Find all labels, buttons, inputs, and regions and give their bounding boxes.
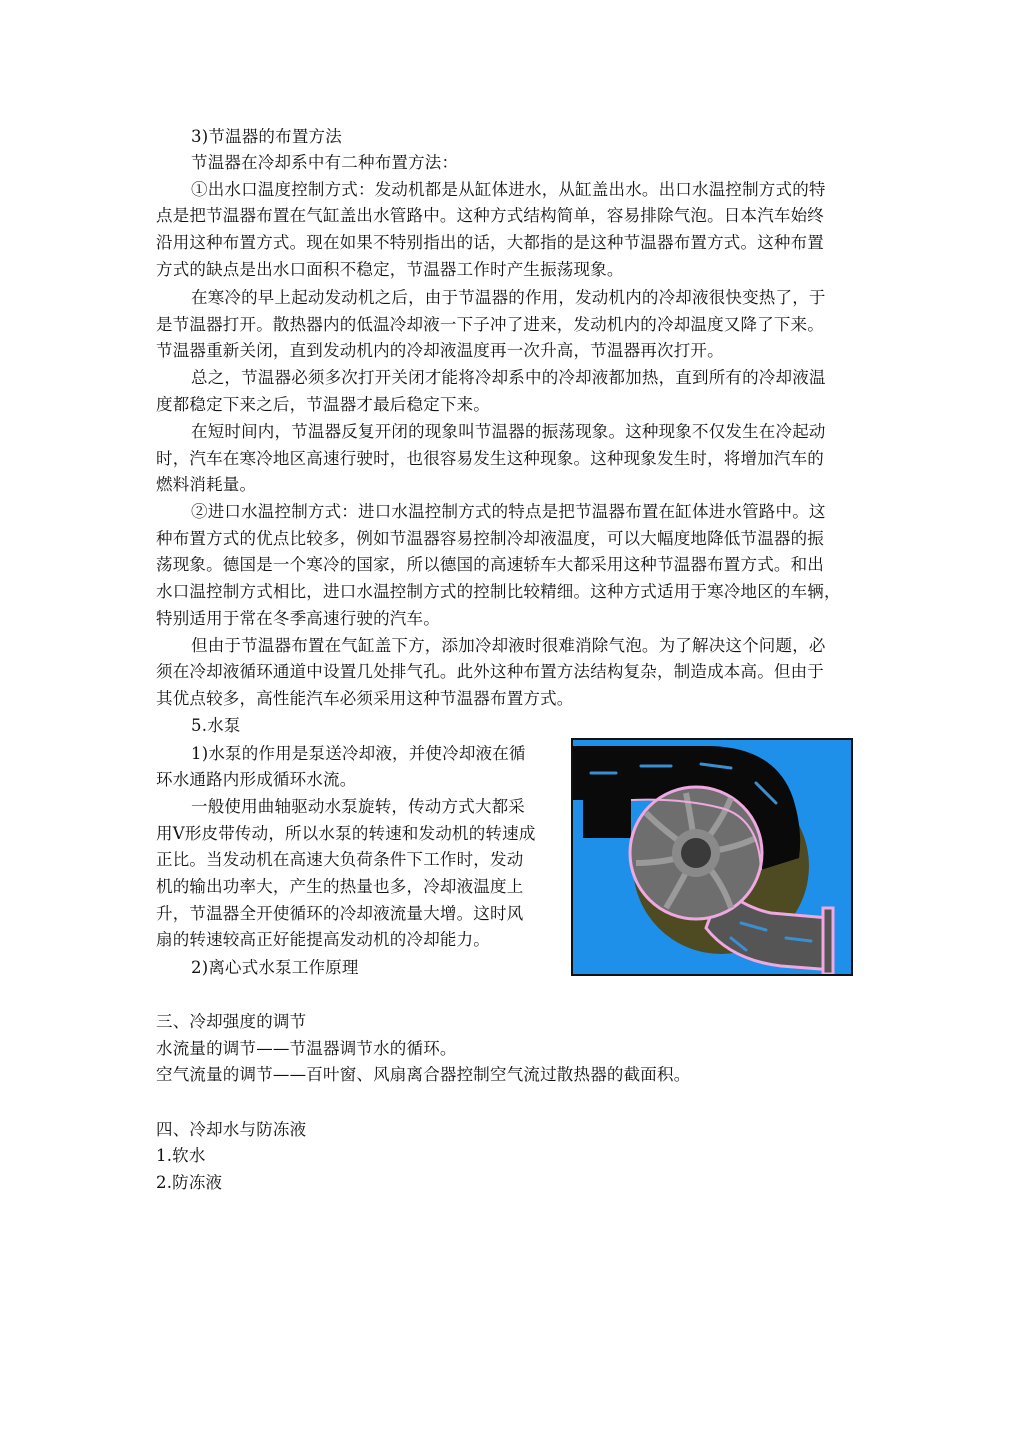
thermostat-heading: 3)节温器的布置方法 <box>191 127 342 146</box>
paragraph-line: 特别适用于常在冬季高速行驶的汽车。 <box>156 609 440 628</box>
paragraph-line: 荡现象。德国是一个寒冷的国家，所以德国的高速轿车大都采用这种节温器布置方式。和出 <box>156 555 824 574</box>
antifreeze-heading: 四、冷却水与防冻液 <box>156 1120 307 1139</box>
paragraph-line: 种布置方式的优点比较多，例如节温器容易控制冷却液温度，可以大幅度地降低节温器的振 <box>156 529 824 548</box>
paragraph-line: 用V形皮带传动，所以水泵的转速和发动机的转速成 <box>156 824 536 843</box>
paragraph-line: ①出水口温度控制方式：发动机都是从缸体进水，从缸盖出水。出口水温控制方式的特 <box>191 180 826 199</box>
paragraph-line: 方式的缺点是出水口面积不稳定，节温器工作时产生振荡现象。 <box>156 260 624 279</box>
paragraph-line: 空气流量的调节——百叶窗、风扇离合器控制空气流过散热器的截面积。 <box>156 1065 691 1084</box>
paragraph-line: 是节温器打开。散热器内的低温冷却液一下子冲了进来，发动机内的冷却温度又降了下来。 <box>156 315 824 334</box>
paragraph-line: 但由于节温器布置在气缸盖下方，添加冷却液时很难消除气泡。为了解决这个问题，必 <box>191 636 826 655</box>
paragraph-line: 总之，节温器必须多次打开关闭才能将冷却系中的冷却液都加热，直到所有的冷却液温 <box>191 368 826 387</box>
paragraph-line: 时，汽车在寒冷地区高速行驶时，也很容易发生这种现象。这种现象发生时，将增加汽车的 <box>156 449 824 468</box>
paragraph-line: 在短时间内，节温器反复开闭的现象叫节温器的振荡现象。这种现象不仅发生在冷起动 <box>191 422 826 441</box>
cooling-heading: 三、冷却强度的调节 <box>156 1012 307 1031</box>
paragraph-line: 其优点较多，高性能汽车必须采用这种节温器布置方式。 <box>156 689 574 708</box>
list-item: 1.软水 <box>156 1146 206 1165</box>
outlet-flange <box>823 908 833 974</box>
paragraph-line: 环水通路内形成循环水流。 <box>156 770 357 789</box>
paragraph-line: 扇的转速较高正好能提高发动机的冷却能力。 <box>156 930 490 949</box>
paragraph-line: 水流量的调节——节温器调节水的循环。 <box>156 1039 457 1058</box>
paragraph-line: 度都稳定下来之后，节温器才最后稳定下来。 <box>156 395 490 414</box>
thermostat-intro: 节温器在冷却系中有二种布置方法： <box>191 153 459 172</box>
paragraph-line: 1)水泵的作用是泵送冷却液，并使冷却液在循 <box>191 744 526 763</box>
paragraph-line: 点是把节温器布置在气缸盖出水管路中。这种方式结构简单，容易排除气泡。日本汽车始终 <box>156 206 824 225</box>
paragraph-line: 一般使用曲轴驱动水泵旋转，传动方式大都采 <box>191 797 525 816</box>
inlet-flange <box>583 800 631 838</box>
paragraph-line: 机的输出功率大，产生的热量也多，冷却液温度上 <box>156 877 524 896</box>
paragraph-line: 在寒冷的早上起动发动机之后，由于节温器的作用，发动机内的冷却液很快变热了，于 <box>191 288 826 307</box>
paragraph-line: 燃料消耗量。 <box>156 475 257 494</box>
paragraph-line: 沿用这种布置方式。现在如果不特别指出的话，大都指的是这种节温器布置方式。这种布置 <box>156 233 824 252</box>
paragraph-line: 升，节温器全开使循环的冷却液流量大增。这时风 <box>156 904 524 923</box>
impeller-hub <box>681 838 711 868</box>
paragraph-line: ②进口水温控制方式：进口水温控制方式的特点是把节温器布置在缸体进水管路中。这 <box>191 502 826 521</box>
paragraph-line: 水口温控制方式相比，进口水温控制方式的控制比较精细。这种方式适用于寒冷地区的车辆， <box>156 582 841 601</box>
paragraph-line: 须在冷却液循环通道中设置几处排气孔。此外这种布置方法结构复杂，制造成本高。但由于 <box>156 662 824 681</box>
centrifugal-pump-diagram-icon <box>571 738 853 976</box>
pump-heading: 5.水泵 <box>191 716 241 735</box>
list-item: 2.防冻液 <box>156 1173 223 1192</box>
pump-subheading: 2)离心式水泵工作原理 <box>191 958 359 977</box>
paragraph-line: 节温器重新关闭，直到发动机内的冷却液温度再一次升高，节温器再次打开。 <box>156 341 724 360</box>
paragraph-line: 正比。当发动机在高速大负荷条件下工作时，发动 <box>156 850 524 869</box>
